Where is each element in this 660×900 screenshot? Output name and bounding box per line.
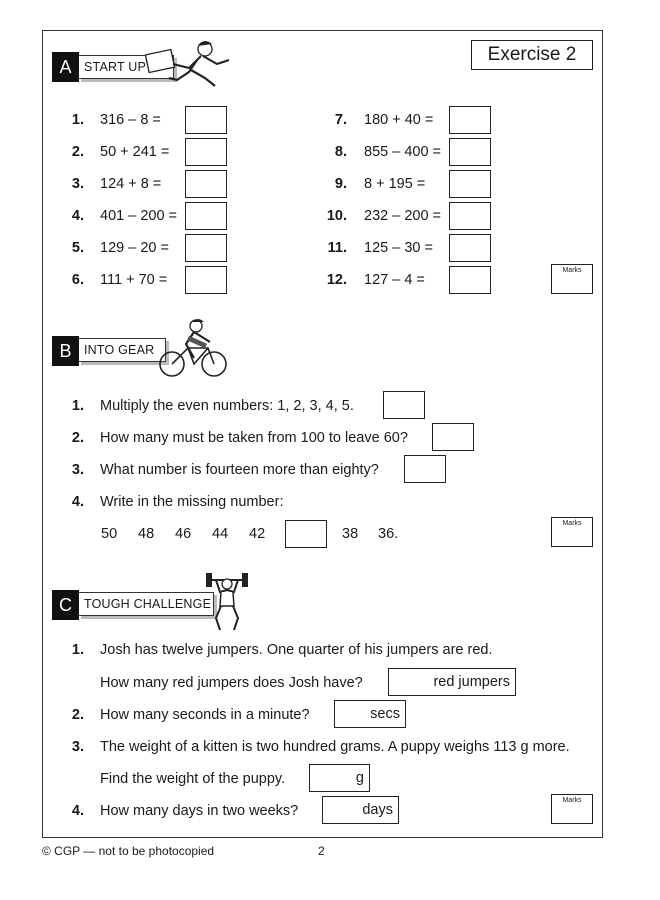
section-a-label: START UP xyxy=(78,55,174,79)
footer-copyright: © CGP — not to be photocopied xyxy=(42,844,215,858)
unit-label: red jumpers xyxy=(433,674,510,690)
weightlifter-icon xyxy=(204,570,250,632)
exercise-title: Exercise 2 xyxy=(471,40,593,70)
question-text: The weight of a kitten is two hundred grams. A puppy weighs 113 g more. xyxy=(100,739,570,755)
sequence-number: 44 xyxy=(212,526,229,542)
question-number: 2. xyxy=(71,144,84,160)
answer-box[interactable] xyxy=(185,138,227,166)
answer-box-grams[interactable] xyxy=(309,764,370,792)
question-text: 316 – 8 = xyxy=(100,112,161,128)
question-text: 125 – 30 = xyxy=(364,240,433,256)
answer-box[interactable] xyxy=(449,138,491,166)
question-text: How many must be taken from 100 to leave 60? xyxy=(100,430,408,446)
question-number: 3. xyxy=(71,462,84,478)
running-boy-icon xyxy=(145,38,235,90)
answer-box[interactable] xyxy=(449,202,491,230)
question-number: 7. xyxy=(334,112,347,128)
answer-box[interactable] xyxy=(383,391,425,419)
sequence-number: 46 xyxy=(175,526,192,542)
question-number: 2. xyxy=(71,707,84,723)
question-number: 8. xyxy=(334,144,347,160)
question-text: How many red jumpers does Josh have? xyxy=(100,675,363,691)
section-c-label: TOUGH CHALLENGE xyxy=(78,592,214,616)
question-text: 180 + 40 = xyxy=(364,112,434,128)
question-text: 232 – 200 = xyxy=(364,208,442,224)
sequence-number: 38 xyxy=(342,526,359,542)
answer-box-days[interactable] xyxy=(322,796,399,824)
answer-box[interactable] xyxy=(185,170,227,198)
section-a-badge: A xyxy=(52,52,79,82)
question-number: 3. xyxy=(71,176,84,192)
page-number: 2 xyxy=(318,844,325,858)
question-number: 2. xyxy=(71,430,84,446)
marks-box[interactable]: Marks xyxy=(551,517,593,547)
answer-box[interactable] xyxy=(185,202,227,230)
question-text: Write in the missing number: xyxy=(100,494,284,510)
question-number: 1. xyxy=(71,642,84,658)
marks-box[interactable]: Marks xyxy=(551,794,593,824)
question-number: 1. xyxy=(71,398,84,414)
question-number: 9. xyxy=(334,176,347,192)
answer-box[interactable] xyxy=(404,455,446,483)
section-c-badge: C xyxy=(52,590,79,620)
sequence-number: 42 xyxy=(249,526,266,542)
sequence-number: 48 xyxy=(138,526,155,542)
marks-box[interactable]: Marks xyxy=(551,264,593,294)
question-number: 4. xyxy=(71,208,84,224)
sequence-number: 50 xyxy=(101,526,118,542)
cyclist-icon xyxy=(158,318,230,380)
question-text: How many seconds in a minute? xyxy=(100,707,310,723)
question-text: What number is fourteen more than eighty? xyxy=(100,462,379,478)
answer-box[interactable] xyxy=(449,234,491,262)
section-b-label: INTO GEAR xyxy=(78,338,166,362)
answer-box[interactable] xyxy=(449,170,491,198)
answer-box[interactable] xyxy=(432,423,474,451)
answer-box-red-jumpers[interactable] xyxy=(388,668,516,696)
answer-box[interactable] xyxy=(449,266,491,294)
answer-box[interactable] xyxy=(185,234,227,262)
question-number: 3. xyxy=(71,739,84,755)
question-number: 4. xyxy=(71,494,84,510)
question-text: Josh has twelve jumpers. One quarter of his jumpers are red. xyxy=(100,642,493,658)
question-number: 10. xyxy=(326,208,347,224)
question-text: 401 – 200 = xyxy=(100,208,178,224)
question-text: 855 – 400 = xyxy=(364,144,442,160)
question-number: 6. xyxy=(71,272,84,288)
question-number: 11. xyxy=(327,240,347,256)
missing-number-box[interactable] xyxy=(285,520,327,548)
question-text: 8 + 195 = xyxy=(364,176,426,192)
question-text: How many days in two weeks? xyxy=(100,803,299,819)
question-number: 5. xyxy=(71,240,84,256)
question-number: 12. xyxy=(326,272,347,288)
question-text: 129 – 20 = xyxy=(100,240,169,256)
unit-label: secs xyxy=(370,706,400,722)
question-text: Multiply the even numbers: 1, 2, 3, 4, 5. xyxy=(100,398,354,414)
unit-label: g xyxy=(355,770,364,786)
answer-box[interactable] xyxy=(449,106,491,134)
question-number: 4. xyxy=(71,803,84,819)
question-text: Find the weight of the puppy. xyxy=(100,771,286,787)
answer-box[interactable] xyxy=(185,106,227,134)
question-number: 1. xyxy=(71,112,84,128)
question-text: 50 + 241 = xyxy=(100,144,170,160)
answer-box[interactable] xyxy=(185,266,227,294)
section-b-badge: B xyxy=(52,336,79,366)
unit-label: days xyxy=(362,802,393,818)
sequence-number: 36. xyxy=(378,526,399,542)
question-text: 111 + 70 = xyxy=(100,272,168,288)
question-text: 124 + 8 = xyxy=(100,176,162,192)
answer-box-secs[interactable] xyxy=(334,700,406,728)
question-text: 127 – 4 = xyxy=(364,272,425,288)
